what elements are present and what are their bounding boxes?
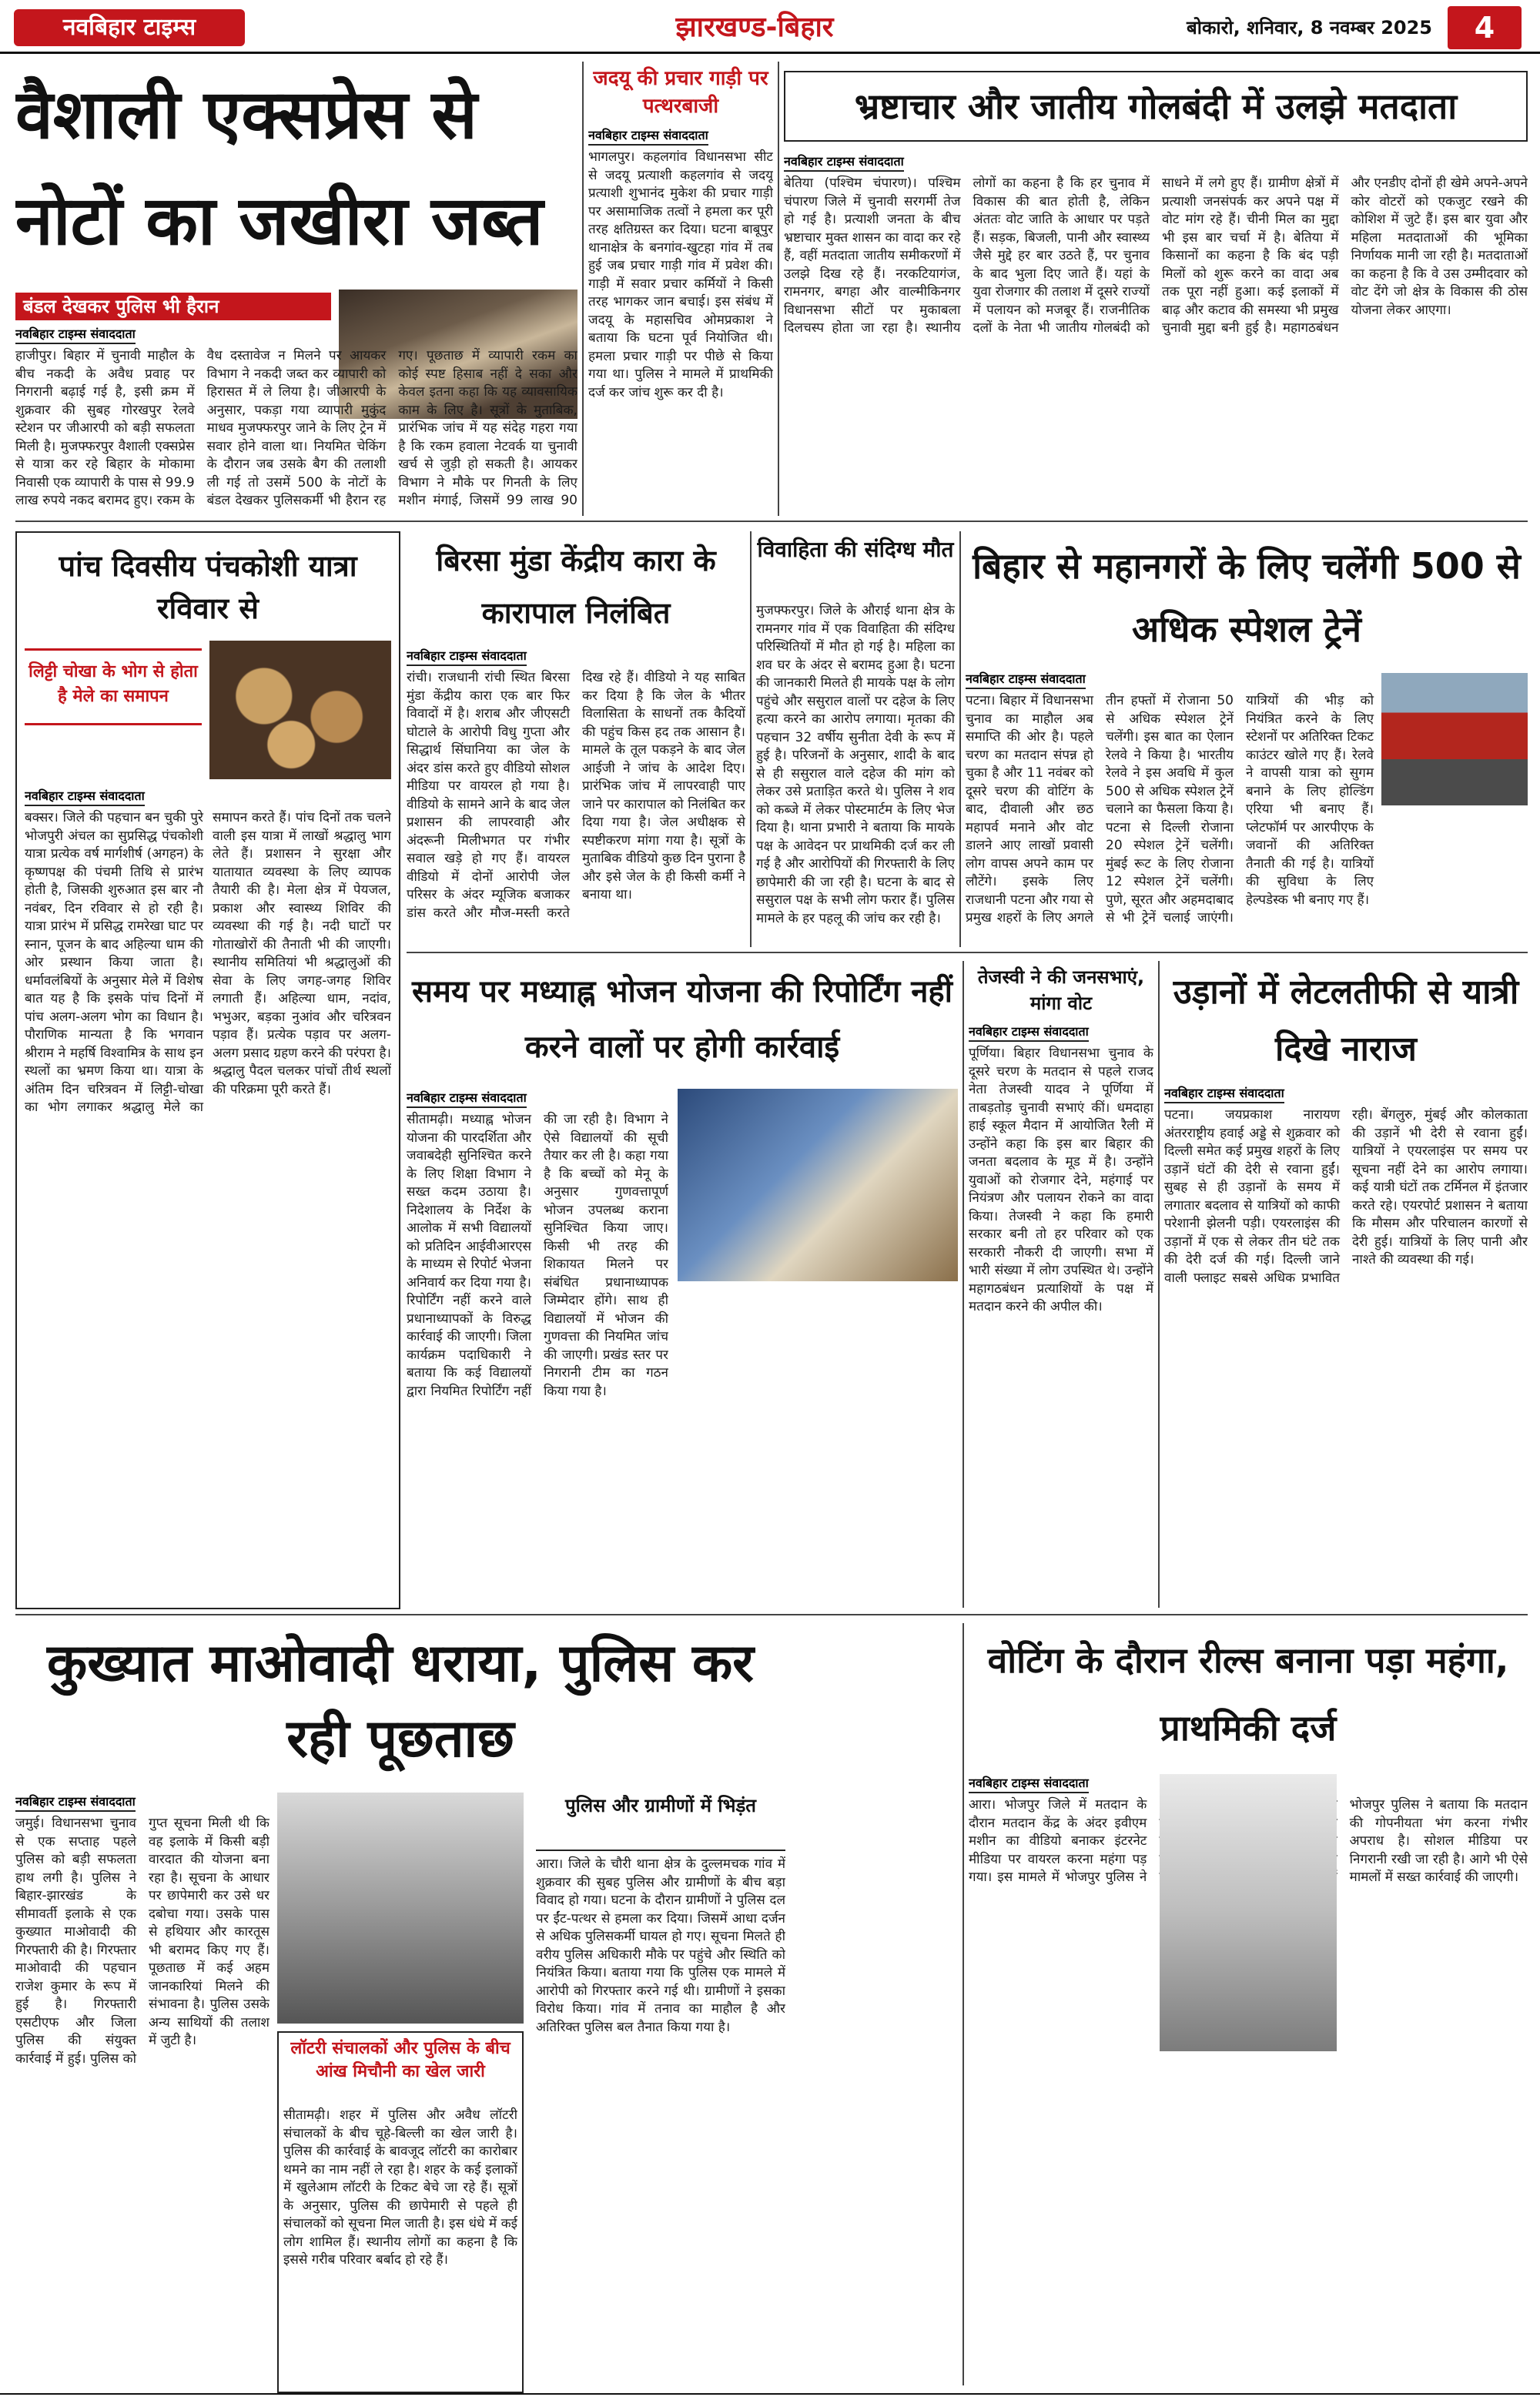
story-panchkoshi: [15, 531, 400, 1609]
story-body: [15, 1793, 270, 2393]
headline: जदयू की प्रचार गाड़ी पर पत्थरबाजी: [593, 67, 768, 118]
byline: नवबिहार टाइम्स संवाददाता: [969, 1023, 1089, 1042]
headline: उड़ानों में लेटलतीफी से यात्री दिखे नाराज: [1173, 973, 1519, 1069]
story-body-left: [407, 1089, 668, 1605]
headline: कुख्यात माओवादी धराया, पुलिस कर रही पूछताछ: [47, 1633, 754, 1769]
column-rule: [750, 531, 752, 947]
story-tejashwi: [969, 961, 1153, 1608]
photo-litti: [209, 641, 391, 779]
column-rule: [1158, 961, 1160, 1608]
byline: नवबिहार टाइम्स संवाददाता: [1164, 1084, 1284, 1103]
headline: पांच दिवसीय पंचकोशी यात्रा रविवार से: [59, 549, 357, 625]
section-title: [593, 8, 916, 48]
dateline: बोकारो, शनिवार, 8 नवम्बर 2025: [1187, 17, 1432, 38]
story-lottery: [277, 2031, 524, 2393]
body-text: आरा। जिले के चौरी थाना क्षेत्र के दुल्लमचक गांव में शुक्रवार की सुबह पुलिस और ग्रामीणों के बीच बड़ा विवाद हो गया। घटना के दौरान ग्रामीणों ने पुलिस दल पर ईंट-पत्थर से हमला कर दिया। जिसमें आधा दर्जन से अधिक पुलिसकर्मी घायल हो गए। सूचना मिलते ही वरीय पुलिस अधिकारी मौके पर पहुंचे और स्थिति को नियंत्रित किया। बताया गया कि पुलिस एक मामले में आरोपी को गिरफ्तार करने गई थी। ग्रामीणों ने इसका विरोध किया। गांव में तनाव का माहौल है और अतिरिक्त पुलिस बल तैनात किया गया है।: [536, 1856, 785, 2035]
body-text: सीतामढ़ी। मध्याह्न भोजन योजना की पारदर्शिता और जवाबदेही सुनिश्चित करने के लिए शिक्षा विभाग ने सख्त कदम उठाया है। निदेशालय के निर्देश के आलोक में सभी विद्यालयों को प्रतिदिन आईवीआरएस के माध्यम से रिपोर्ट भेजना अनिवार्य कर दिया गया है। रिपोर्टिंग नहीं करने वाले प्रधानाध्यापकों के विरुद्ध कार्रवाई की जाएगी। जिला कार्यक्रम पदाधिकारी ने बताया कि कई विद्यालयों द्वारा नियमित रिपोर्टिंग नहीं की जा रही है। विभाग ने ऐसे विद्यालयों की सूची तैयार कर ली है। कहा गया है कि बच्चों को मेनू के अनुसार गुणवत्तापूर्ण भोजन उपलब्ध कराना सुनिश्चित किया जाए। किसी भी तरह की शिकायत मिलने पर संबंधित प्रधानाध्यापक जिम्मेदार होंगे। साथ ही विद्यालयों में भोजन की गुणवत्ता की नियमित जांच की जाएगी। प्रखंड स्तर पर निगरानी टीम का गठन किया गया है।: [407, 1112, 668, 1399]
byline: नवबिहार टाइम्स संवाददाता: [25, 787, 145, 806]
brand-name: नवबिहार टाइम्स: [62, 14, 196, 41]
body-text: रांची। राजधानी रांची स्थित बिरसा मुंडा केंद्रीय कारा एक बार फिर विवादों में है। शराब और जीएसटी घोटाले के आरोपी विधु गुप्ता और सिद्धार्थ सिंघानिया का जेल के अंदर डांस करते हुए वीडियो सोशल मीडिया पर वायरल हो गया है। वीडियो के सामने आने के बाद जेल प्रशासन की लापरवाही और अंदरूनी मिलीभगत पर गंभीर सवाल खड़े हो गए हैं। वायरल वीडियो में दोनों आरोपी जेल परिसर के अंदर म्यूजिक बजाकर डांस करते और मौज-मस्ती करते दिख रहे हैं। वीडियो ने यह साबित कर दिया है कि जेल के भीतर विलासिता के साधनों तक कैदियों की पहुंच किस हद तक आसान है। मामले के तूल पकड़ने के बाद जेल आईजी ने जांच के आदेश दिए। प्रारंभिक जांच में लापरवाही पाए जाने पर कारापाल को निलंबित कर दिया गया है। जेल अधीक्षक से स्पष्टीकरण मांगा गया है। सूत्रों के मुताबिक वीडियो कुछ दिन पुराना है और इसे जेल के ही किसी कर्मी ने बनाया था।: [407, 670, 745, 921]
story-birsa: [407, 531, 745, 947]
body-text: आरा। भोजपुर जिले में मतदान के दौरान मतदान केंद्र के अंदर इवीएम मशीन का वीडियो बनाकर इंटरनेट मीडिया पर वायरल करना महंगा पड़ गया। इस मामले में भोजपुर पुलिस ने भोजपुर पुलिस ने बताया कि मतदान की गोपनीयता भंग करना गंभीर अपराध है। सोशल मीडिया पर निगरानी रखी जा रही है। आगे भी ऐसे मामलों में सख्त कार्रवाई की जाएगी।: [969, 1797, 1528, 1885]
row3-gutter: [793, 1623, 955, 2385]
story-corruption: [784, 62, 1528, 516]
row-rule: [407, 952, 1528, 953]
row-rule: [15, 1614, 1528, 1615]
story-midday: [407, 961, 958, 1608]
footer-strip: [0, 2393, 1540, 2407]
story-body: [407, 647, 745, 947]
body-text: पूर्णिया। बिहार विधानसभा चुनाव के दूसरे चरण के मतदान से पहले राजद नेता तेजस्वी यादव ने पूर्णिया में ताबड़तोड़ चुनावी सभाएं कीं। धमदाहा हाई स्कूल मैदान में आयोजित रैली में उन्होंने कहा कि इस बार बिहार की जनता बदलाव के मूड में है। उन्होंने युवाओं को रोजगार देने, महंगाई पर नियंत्रण और पलायन रोकने का वादा किया। तेजस्वी ने कहा कि हमारी सरकार बनी तो हर परिवार को एक सरकारी नौकरी दी जाएगी। सभा में भारी संख्या में लोग उपस्थित थे। उन्होंने महागठबंधन प्रत्याशियों के पक्ष में मतदान करने की अपील की।: [969, 1046, 1153, 1314]
headline: बिरसा मुंडा केंद्रीय कारा के कारापाल निलंबित: [436, 544, 716, 630]
body-text: पटना। बिहार में विधानसभा चुनाव का माहौल अब समाप्ति की ओर है। पहले चरण का मतदान संपन्न हो चुका है और 11 नवंबर को दूसरे चरण की वोटिंग के बाद, दीवाली और छठ महापर्व मनाने और वोट डालने आए लाखों प्रवासी लोग वापस अपने काम पर लौटेंगे। इसके लिए राजधानी पटना और गया से प्रमुख शहरों के लिए अगले तीन हफ्तों में रोजाना 50 से अधिक स्पेशल ट्रेनें चलेंगी। इस बात का ऐलान रेलवे ने किया है। भारतीय रेलवे ने इस अवधि में कुल 500 से अधिक स्पेशल ट्रेनें चलाने का फैसला किया है। पटना से दिल्ली रोजाना 20 स्पेशल ट्रेनें चलेंगी। मुंबई रूट के लिए रोजाना 12 स्पेशल ट्रेनें चलेंगी। पुणे, सूरत और अहमदाबाद से भी ट्रेनें चलाई जाएंगी। यात्रियों की भीड़ को नियंत्रित करने के लिए स्टेशनों पर अतिरिक्त टिकट काउंटर खोले गए हैं। रेलवे ने वापसी यात्रा को सुगम बनाने के लिए होल्डिंग एरिया भी बनाए हैं। प्लेटफॉर्म पर आरपीएफ के जवानों की अतिरिक्त तैनाती की गई है। यात्रियों की सुविधा के लिए हेल्पडेस्क भी बनाए गए हैं।: [966, 693, 1374, 926]
photo-arrest: [277, 1793, 524, 2024]
column-rule: [962, 1623, 964, 2385]
story-reels: [969, 1623, 1528, 2385]
section-label: झारखण्ड-बिहार: [675, 12, 834, 43]
headline: पुलिस और ग्रामीणों में भिड़ंत: [536, 1793, 785, 1851]
headline: लॉटरी संचालकों और पुलिस के बीच आंख मिचौनी का खेल जारी: [290, 2039, 511, 2081]
column-rule: [962, 961, 964, 1608]
byline: नवबिहार टाइम्स संवाददाता: [15, 1793, 136, 1812]
byline: नवबिहार टाइम्स संवाददाता: [407, 647, 527, 666]
headline: तेजस्वी ने की जनसभाएं, मांगा वोट: [977, 966, 1145, 1014]
story-body: [784, 152, 1528, 514]
byline: नवबिहार टाइम्स संवाददाता: [588, 126, 708, 146]
story-body: [25, 787, 391, 1603]
body-text: सीतामढ़ी। शहर में पुलिस और अवैध लॉटरी संचालकों के बीच चूहे-बिल्ली का खेल जारी है। पुलिस की कार्रवाई के बावजूद लॉटरी का कारोबार थमने का नाम नहीं ले रहा है। शहर के कई इलाकों में खुलेआम लॉटरी के टिकट बेचे जा रहे हैं। सूत्रों के अनुसार, पुलिस की छापेमारी से पहले ही संचालकों को सूचना मिल जाती है। इस धंधे में कई लोग शामिल हैं। स्थानीय लोगों का कहना है कि इससे गरीब परिवार बर्बाद हो रहे हैं।: [283, 2107, 517, 2268]
masthead: [0, 0, 1540, 54]
story-body: [588, 126, 773, 516]
story-trains: [966, 531, 1528, 947]
byline: नवबिहार टाइम्स संवाददाता: [15, 325, 136, 344]
photo-midday-meal: [678, 1089, 958, 1281]
headline: समय पर मध्याह्न भोजन योजना की रिपोर्टिंग नहीं करने वालों पर होगी कार्रवाई: [412, 974, 952, 1065]
body-text: बेतिया (पश्चिम चंपारण)। पश्चिम चंपारण जिले में चुनावी सरगर्मी तेज हो गई है। प्रत्याशी जनता के बीच भ्रष्टाचार मुक्त शासन का वादा कर रहे हैं, वहीं मतदाता जातीय समीकरणों में उलझे दिख रहे हैं। नरकटियागंज, रामनगर, बगहा और वाल्मीकिनगर विधानसभा सीटों पर मुकाबला दिलचस्प होता जा रहा है। स्थानीय लोगों का कहना है कि हर चुनाव में विकास की बात होती है, लेकिन अंततः वोट जाति के आधार पर पड़ते हैं। सड़क, बिजली, पानी और स्वास्थ्य जैसे मुद्दे हर बार उठते हैं, पर चुनाव के बाद भुला दिए जाते हैं। यहां के युवा रोजगार की तलाश में दूसरे राज्यों में पलायन को मजबूर हैं। राजनीतिक दलों के नेता भी जातीय गोलबंदी को साधने में लगे हुए हैं। ग्रामीण क्षेत्रों में प्रत्याशी जनसंपर्क कर अपने पक्ष में वोट मांग रहे हैं। चीनी मिल का मुद्दा भी इस बार चर्चा में है। बेतिया में किसानों का कहना है कि बंद पड़ी मिलों को शुरू करने का वादा अब तक पूरा नहीं हुआ। कई इलाकों में बाढ़ और कटाव की समस्या भी प्रमुख चुनावी मुद्दा बनी हुई है। महागठबंधन और एनडीए दोनों ही खेमे अपने-अपने कोर वोटरों को एकजुट रखने की कोशिश में जुटे हैं। इस बार युवा और महिला मतदाताओं की भूमिका निर्णायक मानी जा रही है। मतदाताओं का कहना है कि वे उस उम्मीदवार को वोट देंगे जो क्षेत्र के विकास की ठोस योजना लेकर आएगा।: [784, 176, 1528, 336]
byline: नवबिहार टाइम्स संवाददाता: [784, 152, 904, 172]
kicker: लिट्टी चोखा के भोग से होता है मेले का समापन: [25, 648, 202, 725]
column-rule: [582, 62, 584, 516]
headline: बिहार से महानगरों के लिए चलेंगी 500 से अधिक स्पेशल ट्रेनें: [973, 545, 1521, 650]
brand-badge: [14, 9, 245, 46]
byline: नवबिहार टाइम्स संवाददाता: [407, 1089, 527, 1108]
column-rule: [778, 62, 779, 516]
headline: विवाहिता की संदिग्ध मौत: [757, 537, 954, 562]
body-text: भागलपुर। कहलगांव विधानसभा सीट से जदयू प्रत्याशी कहलगांव से जदयू प्रत्याशी शुभानंद मुकेश की प्रचार गाड़ी पर असामाजिक तत्वों ने हमला कर पूरी तरह क्षतिग्रस्त कर दिया। घटना बाबूपुर थानाक्षेत्र के बनगांव-खुटहा गांव में तब हुई जब प्रचार गाड़ी गांव में प्रवेश की। गाड़ी में सवार प्रचार कर्मियों ने किसी तरह भागकर जान बचाई। इस संबंध में जदयू के महासचिव ओमप्रकाश ने बताया कि घटना पूर्व नियोजित थी। हमला प्रचार गाड़ी पर पीछे से किया गया था। पुलिस ने मामले में प्राथमिकी दर्ज कर जांच शुरू कर दी है।: [588, 149, 773, 400]
story-body: [969, 1023, 1153, 1608]
story-body: [15, 325, 578, 516]
body-text: जमुई। विधानसभा चुनाव से एक सप्ताह पहले पुलिस को बड़ी सफलता हाथ लगी है। पुलिस ने बिहार-झारखंड के सीमावर्ती इलाके से एक कुख्यात माओवादी की गिरफ्तारी की है। गिरफ्तार माओवादी की पहचान राजेश कुमार के रूप में हुई है। गिरफ्तारी एसटीएफ और जिला पुलिस की संयुक्त कार्रवाई में हुई। पुलिस को गुप्त सूचना मिली थी कि वह इलाके में किसी बड़ी वारदात की योजना बना रहा है। सूचना के आधार पर छापेमारी कर उसे धर दबोचा गया। उसके पास से हथियार और कारतूस भी बरामद किए गए हैं। पूछताछ में कई अहम जानकारियां मिलने की संभावना है। पुलिस उसके अन्य साथियों की तलाश में जुटी है।: [15, 1816, 270, 2067]
headline: वैशाली एक्सप्रेस से नोटों का जखीरा जब्त: [15, 75, 544, 260]
page-number: 4: [1448, 6, 1522, 49]
byline: नवबिहार टाइम्स संवाददाता: [969, 1774, 1089, 1793]
story-vaishali: [15, 62, 578, 516]
story-clash: [536, 1793, 785, 2393]
photo-evm: [1160, 1774, 1337, 2051]
kicker: बंडल देखकर पुलिस भी हैरान: [15, 293, 331, 320]
story-body: [966, 670, 1528, 947]
body-text: पटना। जयप्रकाश नारायण अंतरराष्ट्रीय हवाई अड्डे से शुक्रवार को दिल्ली समेत कई प्रमुख शहरों के लिए उड़ानें घंटों की देरी से रवाना हुईं। सुबह से ही उड़ानों के समय में लगातार बदलाव से यात्रियों को काफी परेशानी झेलनी पड़ी। एयरलाइंस की उड़ानों में एक से लेकर तीन घंटे तक की देरी दर्ज की गई। दिल्ली जाने वाली फ्लाइट सबसे अधिक प्रभावित रही। बेंगलुरु, मुंबई और कोलकाता की उड़ानें भी देरी से रवाना हुईं। यात्रियों ने एयरलाइंस पर समय पर सूचना नहीं देने का आरोप लगाया। कई यात्री घंटों तक टर्मिनल में इंतजार करते रहे। एयरपोर्ट प्रशासन ने बताया कि मौसम और परिचालन कारणों से देरी हुई। यात्रियों के लिए पानी और नाश्ते की व्यवस्था की गई।: [1164, 1107, 1528, 1286]
headline: भ्रष्टाचार और जातीय गोलबंदी में उलझे मतदाता: [784, 71, 1528, 142]
story-jdu: [588, 65, 773, 516]
story-maoist: [15, 1623, 785, 2393]
story-flights: [1164, 961, 1528, 1608]
row-rule: [15, 521, 1528, 522]
body-text: हाजीपुर। बिहार में चुनावी माहौल के बीच नकदी के अवैध प्रवाह पर निगरानी बढ़ाई गई है, इसी क्रम में शुक्रवार की सुबह गोरखपुर रेलवे स्टेशन पर जीआरपी को बड़ी सफलता मिली है। मुजफ्फरपुर वैशाली एक्सप्रेस से यात्रा कर रहे बिहार के मोकामा निवासी एक व्यापारी के पास से 99.9 लाख रुपये नकद बरामद हुए। रकम के वैध दस्तावेज न मिलने पर आयकर विभाग ने नकदी जब्त कर व्यापारी को हिरासत में ले लिया है। जीआरपी के अनुसार, पकड़ा गया व्यापारी मुकुंद माधव मुजफ्फरपुर जाने के लिए ट्रेन में सवार होने वाला था। नियमित चेकिंग के दौरान जब उसके बैग की तलाशी ली गई तो उसमें 500 के नोटों के बंडल देखकर पुलिसकर्मी भी हैरान रह गए। पूछताछ में व्यापारी रकम का कोई स्पष्ट हिसाब नहीं दे सका और केवल इतना कहा कि यह व्यावसायिक काम के लिए है। सूत्रों के मुताबिक, प्रारंभिक जांच में यह संदेह गहरा गया है कि रकम हवाला नेटवर्क या चुनावी खर्च से जुड़ी हो सकती है। आयकर विभाग ने मौके पर गिनती के लिए मशीन मंगाई, जिसमें 99 लाख 90: [15, 348, 578, 508]
body-text: बक्सर। जिले की पहचान बन चुकी पुरे भोजपुरी अंचल का सुप्रसिद्ध पंचकोशी यात्रा प्रत्येक वर्ष मार्गशीर्ष (अगहन) के कृष्णपक्ष की पंचमी तिथि से प्रारंभ होती है, जिसकी शुरुआत इस बार नौ नवंबर, दिन रविवार से हो रही है। यात्रा प्रारंभ में प्रसिद्ध रामरेखा घाट पर स्नान, पूजन के बाद अहिल्या धाम की ओर प्रस्थान किया जाता है। धर्मावलंबियों के अनुसार मेले में विशेष बात यह है कि इसके पांच दिनों में पांच अलग-अलग भोग का विधान है। पौराणिक मान्यता है कि भगवान श्रीराम ने महर्षि विश्वामित्र के साथ इन स्थलों का भ्रमण किया था। यात्रा के अंतिम दिन चरित्रवन में लिट्टी-चोखा का भोग लगाकर श्रद्धालु मेले का समापन करते हैं। पांच दिनों तक चलने वाली इस यात्रा में लाखों श्रद्धालु भाग लेते हैं। प्रशासन ने सुरक्षा और यातायात व्यवस्था के लिए व्यापक तैयारी की है। मेला क्षेत्र में पेयजल, प्रकाश और स्वास्थ्य शिविर की व्यवस्था की गई है। नदी घाटों पर गोताखोरों की तैनाती भी की जाएगी। स्थानीय समितियां भी श्रद्धालुओं की सेवा के लिए जगह-जगह शिविर लगाती हैं। अहिल्या धाम, नदांव, भभुअर, बड़का नुआंव और चरित्रवन पड़ाव हैं। प्रत्येक पड़ाव पर अलग-अलग प्रसाद ग्रहण करने की परंपरा है। श्रद्धालु पैदल चलकर पांचों तीर्थ स्थलों की परिक्रमा पूरी करते हैं।: [25, 810, 391, 1115]
body-text: मुजफ्फरपुर। जिले के औराई थाना क्षेत्र के रामनगर गांव में एक विवाहिता की संदिग्ध परिस्थितियों में मौत हो गई है। महिला का शव घर के अंदर से बरामद हुआ है। घटना की जानकारी मिलते ही मायके पक्ष के लोग पहुंचे और ससुराल वालों पर दहेज के लिए हत्या करने का आरोप लगाया। मृतका की पहचान 32 वर्षीय सुनीता देवी के रूप में हुई है। परिजनों के अनुसार, शादी के बाद से ही ससुराल वाले दहेज की मांग को लेकर उसे प्रताड़ित करते थे। पुलिस ने शव को कब्जे में लेकर पोस्टमार्टम के लिए भेज दिया है। थाना प्रभारी ने बताया कि मायके पक्ष के आवेदन पर प्राथमिकी दर्ज कर ली गई है और आरोपियों की गिरफ्तारी के लिए छापेमारी की जा रही है। घटना के बाद से ससुराल पक्ष के सभी लोग फरार हैं। पुलिस मामले के हर पहलू की जांच कर रही है।: [756, 603, 955, 926]
story-dowry: [756, 531, 955, 947]
byline: नवबिहार टाइम्स संवाददाता: [966, 670, 1086, 689]
story-body: [1164, 1084, 1528, 1608]
column-rule: [959, 531, 961, 947]
headline: वोटिंग के दौरान रील्स बनाना पड़ा महंगा, प्राथमिकी दर्ज: [987, 1639, 1509, 1749]
